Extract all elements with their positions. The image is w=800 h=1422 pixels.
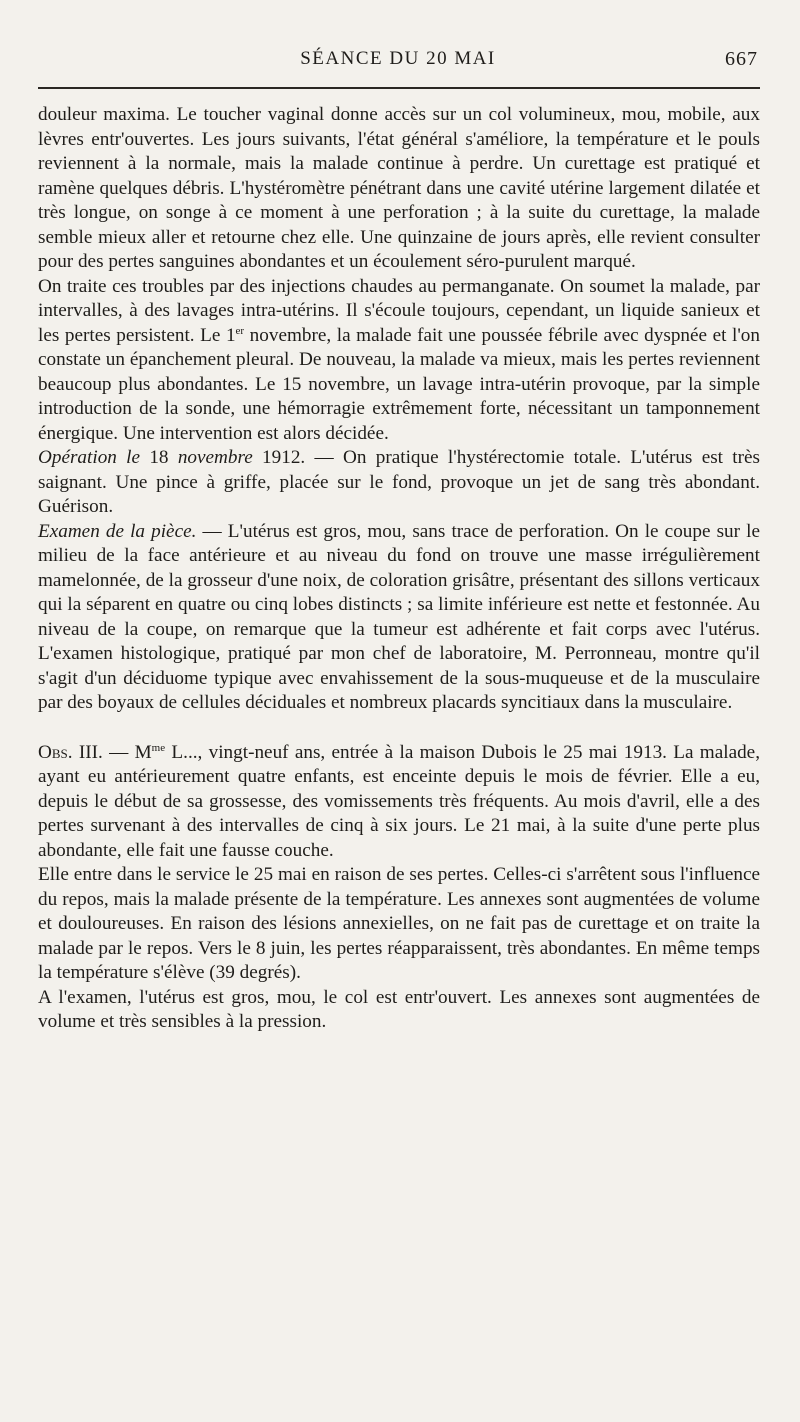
paragraph-5 bbox=[38, 741, 760, 864]
operation-day: 18 bbox=[140, 447, 178, 468]
operation-month: novembre bbox=[177, 447, 253, 468]
paragraph-4 bbox=[38, 520, 760, 716]
ordinal-superscript: er bbox=[235, 324, 245, 337]
paragraph-2-text-a: On traite ces troubles par des injections chaudes au permanganate. On soumet la malade, par intervalles, à des lavages intra-utérins. Il s'écoule toujours, cependant, un liquide sanieux et les pertes persistent. Le 1 bbox=[38, 275, 760, 346]
running-title: SÉANCE DU 20 MAI bbox=[300, 48, 496, 69]
paragraph-3-text: 1912. — On pratique l'hystérectomie totale. L'utérus est très saignant. Une pince à griffe, placée sur le fond, provoque un jet de sang très abondant. Guérison. bbox=[38, 447, 761, 517]
examination-heading: Examen de la pièce. bbox=[38, 520, 197, 542]
body-text bbox=[38, 103, 760, 1035]
operation-heading: Opération le bbox=[38, 447, 141, 468]
observation-heading: Obs. III. bbox=[38, 741, 103, 763]
title-superscript: me bbox=[151, 741, 166, 754]
paragraph-5-text-a: — M bbox=[102, 741, 152, 763]
paragraph-4-text: — L'utérus est gros, mou, sans trace de perforation. On le coupe sur le milieu de la face antérieure et au niveau du fond on trouve une masse irrégulièrement mamelonnée, de la grosseur d'une noix, de coloration grisâtre, présentant des sillons verticaux qui la séparent en quatre ou cinq lobes distincts ; sa limite inférieure est nette et festonnée. Au niveau de la coupe, on remarque que la tumeur est adhérente et fait corps avec l'utérus. L'examen histologique, pratiqué par mon chef de laboratoire, M. Perronneau, montre qu'il s'agit d'un déciduome typique avec envahissement de la sous-muqueuse et de la musculaire par des boyaux de cellules déciduales et nombreux placards syncitiaux dans la musculaire. bbox=[38, 520, 760, 713]
paragraph-2-text-b: novembre, la malade fait une poussée fébrile avec dyspnée et l'on constate un épanchement pleural. De nouveau, la malade va mieux, mais les pertes reviennent beaucoup plus abondantes. Le 15 novembre, un lavage intra-utérin provoque, par la simple introduction de la sonde, une hémorragie extrêmement forte, nécessitant un tamponnement énergique. Une intervention est alors décidée. bbox=[38, 324, 760, 444]
paragraph-6: Elle entre dans le service le 25 mai en raison de ses pertes. Celles-ci s'arrêtent sous l'influence du repos, mais la malade présente de la température. Les annexes sont augmentées de volume et douloureuses. En raison des lésions annexielles, on ne fait pas de curettage et on traite la malade par le repos. Vers le 8 juin, les pertes réapparaissent, très abondantes. En même temps la température s'élève (39 degrés). bbox=[38, 864, 760, 983]
header-rule bbox=[38, 87, 760, 89]
paragraph-7: A l'examen, l'utérus est gros, mou, le col est entr'ouvert. Les annexes sont augmentées de volume et très sensibles à la pression. bbox=[38, 986, 760, 1032]
paragraph-2 bbox=[38, 275, 760, 447]
section-gap bbox=[38, 716, 760, 741]
running-head bbox=[38, 48, 758, 78]
paragraph-3 bbox=[38, 446, 760, 520]
page-number: 667 bbox=[725, 48, 758, 70]
paragraph-5-text-b: L..., vingt-neuf ans, entrée à la maison Dubois le 25 mai 1913. La malade, ayant eu antérieurement quatre enfants, est enceinte depuis le mois de février. Elle a eu, depuis le début de sa grossesse, des vomissements très fréquents. Au mois d'avril, elle a des pertes survenant à des intervalles de cinq à six jours. Le 21 mai, à la suite d'une perte plus abondante, elle fait une fausse couche. bbox=[38, 741, 760, 861]
paragraph-1: douleur maxima. Le toucher vaginal donne accès sur un col volumineux, mou, mobile, aux lèvres entr'ouvertes. Les jours suivants, l'état général s'améliore, la température et le pouls reviennent à la normale, mais la malade continue à perdre. Un curettage est pratiqué et ramène quelques débris. L'hystéromètre pénétrant dans une cavité utérine largement dilatée et très longue, on songe à ce moment à une perforation ; à la suite du curettage, la malade semble mieux aller et retourne chez elle. Une quinzaine de jours après, elle revient consulter pour des pertes sanguines abondantes et un écoulement séro-purulent marqué. bbox=[38, 104, 760, 272]
